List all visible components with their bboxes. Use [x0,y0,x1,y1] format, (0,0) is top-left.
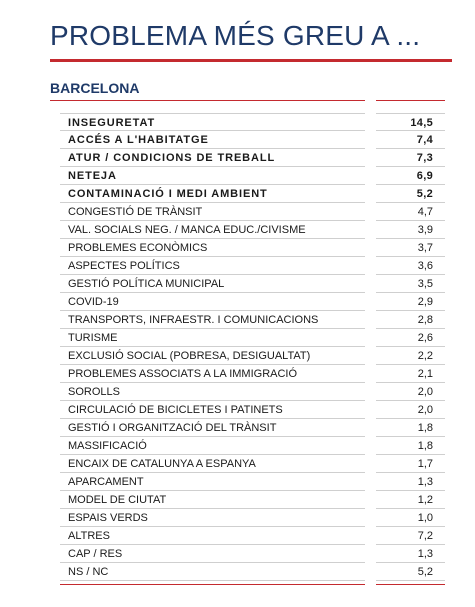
problem-label: CONTAMINACIÓ I MEDI AMBIENT [60,185,365,203]
table-row [60,167,445,185]
value-column-top-rule [376,100,445,101]
table-row [60,329,445,347]
problem-label: MODEL DE CIUTAT [60,491,365,509]
problem-label: TRANSPORTS, INFRAESTR. I COMUNICACIONS [60,311,365,329]
table-row [60,527,445,545]
problem-label: ATUR / CONDICIONS DE TREBALL [60,149,365,167]
problem-value: 5,2 [376,185,445,203]
table-row [60,563,445,581]
problem-value: 1,0 [376,509,445,527]
problem-value: 14,5 [376,113,445,131]
problem-value: 2,8 [376,311,445,329]
problem-value: 2,1 [376,365,445,383]
problem-value: 7,2 [376,527,445,545]
problem-label: INSEGURETAT [60,113,365,131]
title-divider [50,59,452,62]
problem-value: 1,3 [376,545,445,563]
problem-value: 2,0 [376,383,445,401]
problem-value: 1,2 [376,491,445,509]
problem-label: NETEJA [60,167,365,185]
problem-label: GESTIÓ POLÍTICA MUNICIPAL [60,275,365,293]
table-row [60,257,445,275]
table-row [60,437,445,455]
problem-label: APARCAMENT [60,473,365,491]
problem-label: PROBLEMES ASSOCIATS A LA IMMIGRACIÓ [60,365,365,383]
problem-label: SOROLLS [60,383,365,401]
problem-value: 1,3 [376,473,445,491]
table-row [60,203,445,221]
table-row [60,275,445,293]
table-row [60,401,445,419]
table-row [60,491,445,509]
problem-label: ENCAIX DE CATALUNYA A ESPANYA [60,455,365,473]
table-row [60,509,445,527]
problem-value: 7,3 [376,149,445,167]
problem-label: COVID-19 [60,293,365,311]
problem-label: CONGESTIÓ DE TRÀNSIT [60,203,365,221]
value-column-bottom-rule [376,584,445,585]
problem-value: 1,8 [376,419,445,437]
label-column-bottom-rule [60,584,365,585]
problem-value: 2,9 [376,293,445,311]
table-row [60,455,445,473]
problem-label: EXCLUSIÓ SOCIAL (POBRESA, DESIGUALTAT) [60,347,365,365]
problem-value: 3,5 [376,275,445,293]
table-row [60,185,445,203]
problem-value: 3,6 [376,257,445,275]
problem-label: TURISME [60,329,365,347]
problem-value: 2,0 [376,401,445,419]
table-row [60,419,445,437]
problem-value: 2,6 [376,329,445,347]
problem-value: 5,2 [376,563,445,581]
problem-label: ESPAIS VERDS [60,509,365,527]
problem-label: NS / NC [60,563,365,581]
problem-label: MASSIFICACIÓ [60,437,365,455]
problem-value: 7,4 [376,131,445,149]
table-row [60,221,445,239]
problem-label: ALTRES [60,527,365,545]
problem-label: VAL. SOCIALS NEG. / MANCA EDUC./CIVISME [60,221,365,239]
table-row [60,149,445,167]
problem-value: 1,7 [376,455,445,473]
problem-label: PROBLEMES ECONÒMICS [60,239,365,257]
table-row [60,383,445,401]
table-row [60,365,445,383]
problem-label: ASPECTES POLÍTICS [60,257,365,275]
problem-value: 4,7 [376,203,445,221]
table-row [60,347,445,365]
table-row [60,131,445,149]
table-row [60,293,445,311]
problem-label: ACCÉS A L'HABITATGE [60,131,365,149]
problem-value: 2,2 [376,347,445,365]
problem-label: CAP / RES [60,545,365,563]
problem-label: GESTIÓ I ORGANITZACIÓ DEL TRÀNSIT [60,419,365,437]
problem-value: 1,8 [376,437,445,455]
table-row [60,239,445,257]
table-row [60,473,445,491]
problem-label: CIRCULACIÓ DE BICICLETES I PATINETS [60,401,365,419]
table-row [60,113,445,131]
problem-value: 3,9 [376,221,445,239]
problem-value: 3,7 [376,239,445,257]
table-row [60,311,445,329]
problems-table [60,113,445,581]
page-title: PROBLEMA MÉS GREU A ... [50,20,421,51]
problem-value: 6,9 [376,167,445,185]
table-row [60,545,445,563]
label-column-top-rule [50,100,365,101]
section-title: BARCELONA [50,80,140,96]
